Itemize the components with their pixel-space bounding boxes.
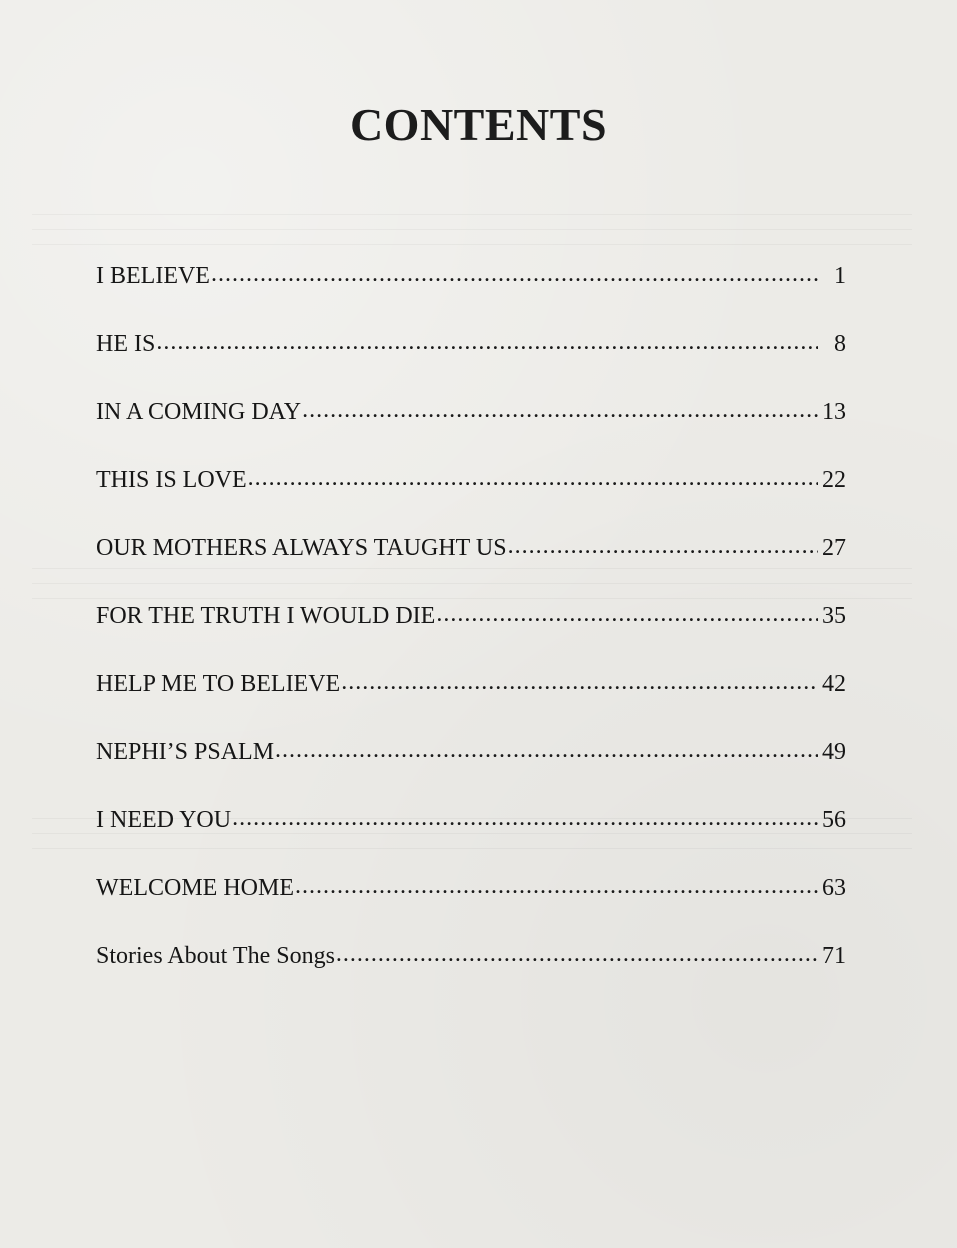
dot-leader [211,262,818,286]
dot-leader [508,534,818,558]
dot-leader [232,806,818,830]
toc-entry-title: THIS IS LOVE [96,467,247,493]
dot-leader [341,670,818,694]
toc-entry [96,900,846,968]
toc-entry-title: HE IS [96,331,156,357]
toc-entry [96,764,846,832]
toc-entry-title: OUR MOTHERS ALWAYS TAUGHT US [96,535,507,561]
background-staff-line [32,214,912,215]
toc-entry-page-number: 56 [822,807,846,833]
toc-entry [96,220,846,288]
toc-entry [96,356,846,424]
toc-entry-title: I BELIEVE [96,263,210,289]
toc-entry-page-number: 8 [834,331,846,357]
toc-entry-title: NEPHI’S PSALM [96,739,275,765]
toc-entry-title: HELP ME TO BELIEVE [96,671,341,697]
toc-entry-page-number: 1 [834,263,846,289]
toc-entry [96,492,846,560]
dot-leader [436,602,818,626]
toc-entry [96,560,846,628]
toc-entry-page-number: 42 [822,671,846,697]
toc-entry-title: WELCOME HOME [96,875,294,901]
toc-entry-page-number: 22 [822,467,846,493]
toc-entry-page-number: 27 [822,535,846,561]
toc-entry-page-number: 71 [822,943,846,969]
toc-entry [96,696,846,764]
toc-entry-page-number: 35 [822,603,846,629]
table-of-contents-list [96,220,846,968]
toc-entry-page-number: 63 [822,875,846,901]
toc-entry [96,288,846,356]
toc-entry-title: IN A COMING DAY [96,399,302,425]
toc-entry-title: FOR THE TRUTH I WOULD DIE [96,603,436,629]
page-title: CONTENTS [349,99,608,150]
dot-leader [275,738,818,762]
dot-leader [295,874,818,898]
toc-entry-page-number: 49 [822,739,846,765]
toc-entry-page-number: 13 [822,399,846,425]
dot-leader [302,398,818,422]
dot-leader [336,942,818,966]
dot-leader [156,330,818,354]
toc-entry-title: Stories About The Songs [96,943,335,969]
toc-entry [96,832,846,900]
toc-entry [96,424,846,492]
toc-entry-title: I NEED YOU [96,807,232,833]
toc-entry [96,628,846,696]
dot-leader [248,466,818,490]
